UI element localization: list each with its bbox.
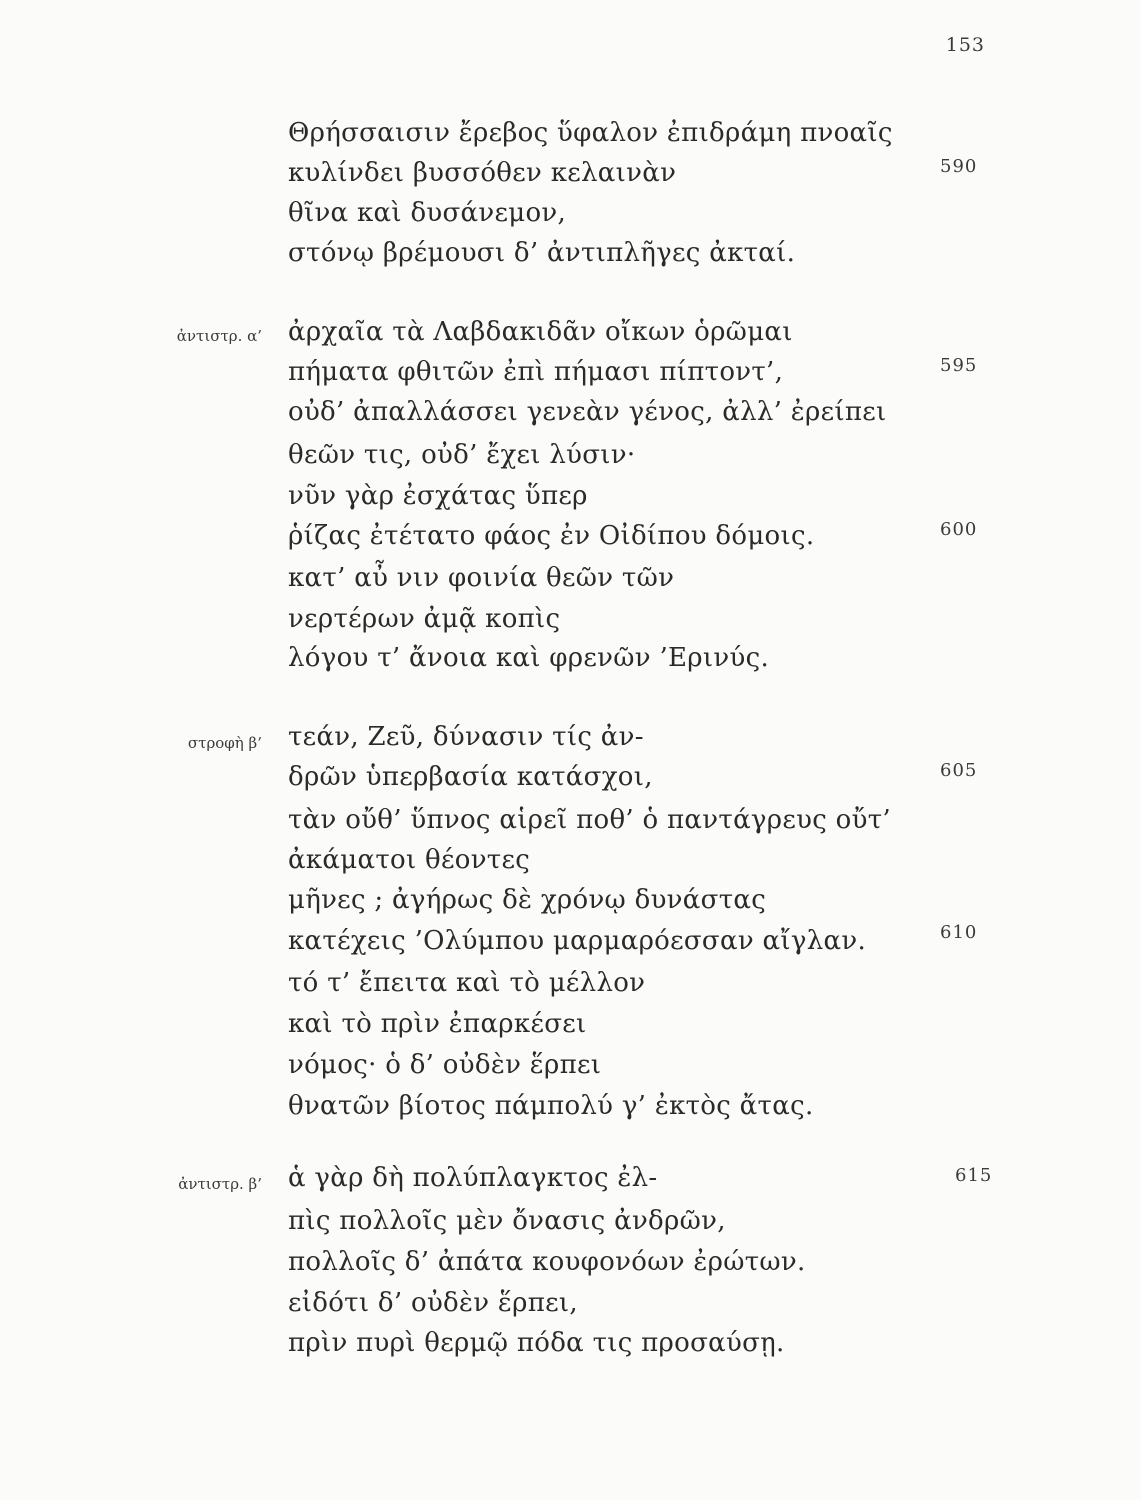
verse-line: πὶς πολλοῖς μὲν ὄνασις ἀνδρῶν, [288, 1206, 726, 1236]
verse-line: ἀκάματοι θέοντες [288, 845, 531, 875]
verse-line: πολλοῖς δ’ ἀπάτα κουφονόων ἐρώτων. [288, 1247, 806, 1277]
verse-line: στόνῳ βρέμουσι δ’ ἀντιπλῆγες ἀκταί. [288, 238, 796, 268]
verse-line: τὰν οὔθ’ ὕπνος αἱρεῖ ποθ’ ὁ παντάγρευς οὔτ’ [288, 805, 891, 835]
line-number: 605 [940, 760, 978, 781]
line-number: 595 [940, 355, 978, 376]
verse-line: θεῶν τις, οὐδ’ ἔχει λύσιν· [288, 440, 636, 470]
verse-line: θῖνα καὶ δυσάνεμον, [288, 198, 567, 228]
verse-line: εἰδότι δ’ οὐδὲν ἕρπει, [288, 1288, 578, 1318]
page-number: 153 [945, 34, 985, 56]
verse-line: δρῶν ὑπερβασία κατάσχοι, [288, 762, 653, 792]
verse-line: λόγου τ’ ἄνοια καὶ φρενῶν ’Ερινύς. [288, 643, 770, 673]
verse-line: τεάν, Ζεῦ, δύνασιν τίς ἀν- [288, 722, 644, 752]
section-label: στροφὴ β’ [187, 734, 262, 752]
verse-line: νῦν γὰρ ἐσχάτας ὕπερ [288, 481, 588, 511]
verse-line: πρὶν πυρὶ θερμῷ πόδα τις προσαύσῃ. [288, 1328, 785, 1358]
verse-line: νόμος· ὁ δ’ οὐδὲν ἕρπει [288, 1050, 602, 1080]
verse-line: ῥίζας ἐτέτατο φάος ἐν Οἰδίπου δόμοις. [288, 521, 815, 551]
verse-line: πήματα φθιτῶν ἐπὶ πήμασι πίπτοντ’, [288, 357, 784, 387]
verse-line: κατ’ αὖ νιν φοινία θεῶν τῶν [288, 563, 675, 593]
verse-line: μῆνες ; ἀγήρως δὲ χρόνῳ δυνάστας [288, 885, 767, 915]
line-number: 590 [940, 156, 978, 177]
verse-line: οὐδ’ ἀπαλλάσσει γενεὰν γένος, ἀλλ’ ἐρείπει [288, 397, 887, 427]
line-number: 600 [940, 519, 978, 540]
verse-line: θνατῶν βίοτος πάμπολύ γ’ ἐκτὸς ἄτας. [288, 1091, 814, 1121]
line-number: 615 [955, 1165, 993, 1186]
verse-line: τό τ’ ἔπειτα καὶ τὸ μέλλον [288, 968, 646, 998]
verse-line: νερτέρων ἀμᾷ κοπὶς [288, 604, 561, 634]
verse-line: κυλίνδει βυσσόθεν κελαινὰν [288, 158, 677, 188]
section-label: ἀντιστρ. β’ [178, 1175, 262, 1193]
verse-line: ἁ γὰρ δὴ πολύπλαγκτος ἐλ- [288, 1163, 658, 1193]
section-label: ἀντιστρ. α’ [176, 327, 262, 345]
line-number: 610 [940, 922, 978, 943]
verse-line: ἀρχαῖα τὰ Λαβδακιδᾶν οἴκων ὁρῶμαι [288, 317, 793, 347]
verse-line: κατέχεις ’Ολύμπου μαρμαρόεσσαν αἴγλαν. [288, 926, 867, 956]
verse-line: καὶ τὸ πρὶν ἐπαρκέσει [288, 1009, 587, 1039]
verse-line: Θρήσσαισιν ἔρεβος ὕφαλον ἐπιδράμη πνοαῖς [288, 118, 893, 148]
